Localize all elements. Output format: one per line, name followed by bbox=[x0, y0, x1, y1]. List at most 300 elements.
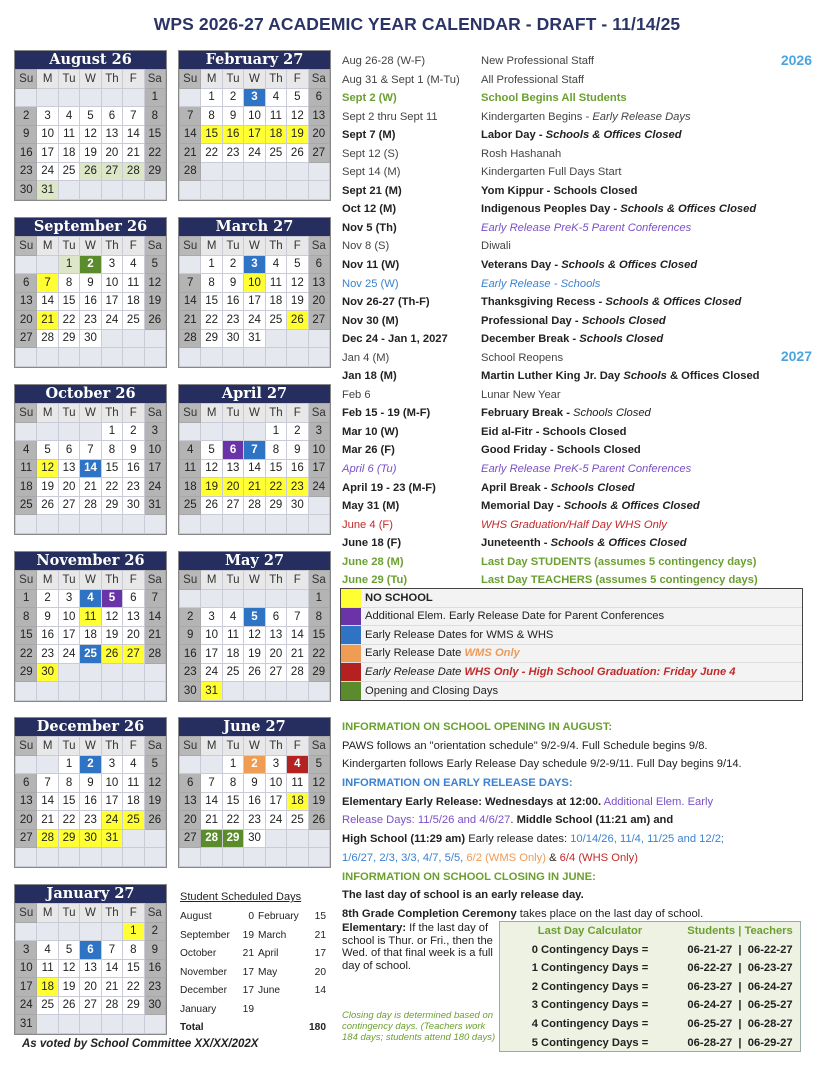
day-cell: 2 bbox=[123, 422, 144, 441]
event-row bbox=[342, 200, 812, 219]
day-cell: 18 bbox=[265, 125, 286, 144]
month-header: November 26 bbox=[15, 552, 166, 570]
day-cell: 25 bbox=[16, 496, 37, 515]
day-cell: 2 bbox=[222, 88, 243, 107]
day-cell: 22 bbox=[222, 811, 243, 830]
weekday-header: Su bbox=[180, 70, 201, 89]
day-cell: 13 bbox=[16, 292, 37, 311]
event-description: School Begins All Students bbox=[481, 92, 627, 105]
day-cell: 13 bbox=[80, 959, 101, 978]
empty-cell bbox=[222, 181, 243, 200]
empty-cell bbox=[308, 515, 329, 534]
day-cell: 27 bbox=[101, 162, 122, 181]
day-cell: 21 bbox=[80, 478, 101, 497]
day-cell: 29 bbox=[58, 329, 79, 348]
elementary-text: If the last day of school is Thur. or Fri., then the Wed. of that final week is a full day of school. bbox=[342, 922, 493, 972]
day-cell: 17 bbox=[244, 292, 265, 311]
weekday-header: F bbox=[287, 70, 308, 89]
weekday-header: Sa bbox=[308, 237, 329, 256]
legend-label: Early Release Date bbox=[365, 665, 465, 678]
day-cell: 27 bbox=[222, 496, 243, 515]
day-cell: 3 bbox=[265, 755, 286, 774]
legend-swatch bbox=[341, 663, 361, 681]
day-cell: 27 bbox=[308, 144, 329, 163]
day-cell: 21 bbox=[37, 311, 58, 330]
day-cell: 20 bbox=[16, 811, 37, 830]
empty-cell bbox=[80, 88, 101, 107]
day-cell: 10 bbox=[201, 626, 222, 645]
empty-cell bbox=[37, 422, 58, 441]
weekday-header: M bbox=[201, 404, 222, 423]
day-cell: 22 bbox=[308, 645, 329, 664]
day-cell: 8 bbox=[265, 441, 286, 460]
event-description: Rosh Hashanah bbox=[481, 147, 562, 160]
day-cell: 17 bbox=[201, 645, 222, 664]
day-cell: 13 bbox=[222, 459, 243, 478]
day-cell: 13 bbox=[101, 125, 122, 144]
calendar-apr27 bbox=[178, 384, 331, 535]
event-description: New Professional Staff bbox=[481, 55, 594, 67]
empty-cell bbox=[101, 181, 122, 200]
day-cell: 26 bbox=[144, 811, 165, 830]
day-cell: 12 bbox=[58, 959, 79, 978]
day-cell: 17 bbox=[37, 144, 58, 163]
day-cell: 8 bbox=[58, 774, 79, 793]
empty-cell bbox=[37, 515, 58, 534]
day-cell: 7 bbox=[144, 589, 165, 608]
additional-elem-text: Additional Elem. Early bbox=[601, 795, 714, 808]
day-cell: 10 bbox=[37, 125, 58, 144]
event-description: Memorial Day - Schools & Offices Closed bbox=[481, 500, 700, 513]
early-release-line-1 bbox=[342, 793, 812, 812]
weekday-header: F bbox=[123, 237, 144, 256]
weekday-header: M bbox=[37, 737, 58, 756]
day-cell: 28 bbox=[101, 996, 122, 1015]
empty-cell bbox=[37, 755, 58, 774]
day-cell: 30 bbox=[123, 496, 144, 515]
day-cell: 12 bbox=[244, 626, 265, 645]
day-cell: 29 bbox=[16, 663, 37, 682]
day-cell: 19 bbox=[201, 478, 222, 497]
month-header: August 26 bbox=[15, 51, 166, 69]
day-cell: 19 bbox=[308, 792, 329, 811]
event-row bbox=[342, 275, 812, 294]
event-row bbox=[342, 404, 812, 423]
legend-swatch bbox=[341, 589, 361, 607]
empty-cell bbox=[308, 848, 329, 867]
empty-cell bbox=[101, 329, 122, 348]
day-cell: 5 bbox=[201, 441, 222, 460]
event-date: Dec 24 - Jan 1, 2027 bbox=[342, 333, 448, 346]
day-cell: 19 bbox=[144, 292, 165, 311]
day-cell: 25 bbox=[80, 645, 101, 664]
event-description: December Break - Schools Closed bbox=[481, 333, 664, 346]
month-name: September bbox=[180, 929, 230, 941]
event-date: Feb 15 - 19 (M-F) bbox=[342, 407, 431, 420]
day-cell: 18 bbox=[16, 478, 37, 497]
day-cell: 30 bbox=[287, 496, 308, 515]
weekday-header: Tu bbox=[58, 70, 79, 89]
day-cell: 24 bbox=[58, 645, 79, 664]
legend-label: Opening and Closing Days bbox=[365, 684, 499, 697]
day-cell: 29 bbox=[101, 496, 122, 515]
voted-note: As voted by School Committee XX/XX/202X bbox=[22, 1038, 259, 1050]
empty-cell bbox=[101, 848, 122, 867]
elementary-label: Elementary: bbox=[342, 922, 407, 934]
event-row bbox=[342, 441, 812, 460]
day-cell: 9 bbox=[37, 608, 58, 627]
day-cell: 18 bbox=[123, 292, 144, 311]
day-cell: 3 bbox=[244, 88, 265, 107]
event-date: Sept 7 (M) bbox=[342, 129, 396, 142]
day-count: 15 bbox=[314, 911, 326, 922]
day-cell: 16 bbox=[222, 125, 243, 144]
month-header: January 27 bbox=[15, 885, 166, 903]
event-date: Feb 6 bbox=[342, 388, 371, 401]
legend-swatch bbox=[341, 682, 361, 701]
day-cell: 5 bbox=[80, 107, 101, 126]
event-row bbox=[342, 423, 812, 442]
contingency-label: 1 Contingency Days = bbox=[531, 962, 649, 975]
day-cell: 8 bbox=[16, 608, 37, 627]
weekday-header: F bbox=[123, 70, 144, 89]
day-cell: 4 bbox=[265, 255, 286, 274]
empty-cell bbox=[308, 162, 329, 181]
day-cell: 28 bbox=[244, 496, 265, 515]
early-release-line-2 bbox=[342, 811, 812, 830]
empty-cell bbox=[180, 422, 201, 441]
calendar-oct26 bbox=[14, 384, 167, 535]
empty-cell bbox=[80, 1015, 101, 1034]
empty-cell bbox=[123, 348, 144, 367]
legend-label: Early Release Dates for WMS & WHS bbox=[365, 628, 554, 641]
weekday-header: F bbox=[123, 404, 144, 423]
empty-cell bbox=[222, 682, 243, 701]
day-cell: 27 bbox=[58, 496, 79, 515]
ampersand: & bbox=[545, 851, 560, 864]
event-date: Sept 14 (M) bbox=[342, 166, 401, 179]
contingency-label: 4 Contingency Days = bbox=[531, 1017, 649, 1030]
day-cell: 16 bbox=[287, 459, 308, 478]
day-cell: 3 bbox=[58, 589, 79, 608]
empty-cell bbox=[308, 181, 329, 200]
event-row bbox=[342, 182, 812, 201]
empty-cell bbox=[244, 348, 265, 367]
day-cell: 21 bbox=[244, 478, 265, 497]
student-scheduled-days bbox=[180, 891, 330, 1038]
day-cell: 27 bbox=[16, 829, 37, 848]
events-list bbox=[342, 52, 812, 590]
day-cell: 12 bbox=[287, 274, 308, 293]
day-cell: 4 bbox=[123, 255, 144, 274]
day-cell: 26 bbox=[101, 645, 122, 664]
day-cell: 9 bbox=[16, 125, 37, 144]
weekday-header: Su bbox=[180, 237, 201, 256]
empty-cell bbox=[265, 329, 286, 348]
empty-cell bbox=[58, 663, 79, 682]
page-title: WPS 2026-27 ACADEMIC YEAR CALENDAR - DRAFT - 11/14/25 bbox=[153, 14, 681, 34]
weekday-header: Sa bbox=[144, 404, 165, 423]
empty-cell bbox=[80, 422, 101, 441]
day-cell: 14 bbox=[37, 792, 58, 811]
weekday-header: W bbox=[80, 404, 101, 423]
event-description: Early Release PreK-5 Parent Conferences bbox=[481, 463, 692, 476]
month-name: February bbox=[258, 911, 299, 922]
calculator-columns: Students | Teachers bbox=[687, 925, 793, 937]
early-release-dates-label: Early release dates: bbox=[465, 833, 571, 846]
empty-cell bbox=[101, 663, 122, 682]
day-cell: 30 bbox=[244, 829, 265, 848]
day-cell: 25 bbox=[37, 996, 58, 1015]
day-cell: 13 bbox=[123, 608, 144, 627]
event-date: Sept 2 thru Sept 11 bbox=[342, 110, 438, 123]
day-cell: 23 bbox=[16, 162, 37, 181]
year-label-2026: 2026 bbox=[780, 52, 812, 68]
empty-cell bbox=[201, 848, 222, 867]
day-cell: 10 bbox=[16, 959, 37, 978]
day-cell: 26 bbox=[80, 162, 101, 181]
month-header: May 27 bbox=[179, 552, 330, 570]
event-description: Early Release PreK-5 Parent Conferences bbox=[481, 221, 692, 234]
empty-cell bbox=[222, 848, 243, 867]
day-cell: 28 bbox=[37, 329, 58, 348]
day-cell: 4 bbox=[16, 441, 37, 460]
empty-cell bbox=[201, 422, 222, 441]
day-cell: 7 bbox=[123, 107, 144, 126]
empty-cell bbox=[244, 181, 265, 200]
day-cell: 3 bbox=[16, 941, 37, 960]
empty-cell bbox=[123, 682, 144, 701]
day-cell: 8 bbox=[201, 274, 222, 293]
event-date: Mar 10 (W) bbox=[342, 425, 399, 438]
day-cell: 22 bbox=[201, 311, 222, 330]
day-cell: 28 bbox=[180, 329, 201, 348]
empty-cell bbox=[144, 682, 165, 701]
day-cell: 19 bbox=[244, 645, 265, 664]
day-cell: 14 bbox=[244, 459, 265, 478]
whs-only-date: 6/4 (WHS Only) bbox=[559, 851, 638, 864]
event-description: Martin Luther King Jr. Day Schools & Offices Closed bbox=[481, 370, 760, 383]
day-cell: 15 bbox=[123, 959, 144, 978]
empty-cell bbox=[80, 663, 101, 682]
weekday-header: Th bbox=[265, 237, 286, 256]
day-cell: 8 bbox=[222, 774, 243, 793]
event-row bbox=[342, 516, 812, 535]
day-cell: 17 bbox=[101, 292, 122, 311]
empty-cell bbox=[265, 181, 286, 200]
event-row bbox=[342, 349, 812, 368]
event-description: Last Day STUDENTS (assumes 5 contingency days) bbox=[481, 555, 757, 568]
empty-cell bbox=[16, 515, 37, 534]
day-cell: 1 bbox=[308, 589, 329, 608]
empty-cell bbox=[144, 848, 165, 867]
calculator-row bbox=[500, 978, 800, 997]
day-cell: 4 bbox=[123, 755, 144, 774]
day-cell: 22 bbox=[101, 478, 122, 497]
day-cell: 24 bbox=[265, 811, 286, 830]
day-cell: 5 bbox=[244, 608, 265, 627]
day-cell: 9 bbox=[180, 626, 201, 645]
month-name: May bbox=[258, 966, 278, 978]
day-cell: 20 bbox=[16, 311, 37, 330]
month-name: June bbox=[258, 985, 281, 996]
last-day-calculator bbox=[499, 921, 801, 1052]
day-cell: 6 bbox=[308, 255, 329, 274]
day-cell: 25 bbox=[265, 144, 286, 163]
event-date: Nov 11 (W) bbox=[342, 259, 400, 272]
day-cell: 2 bbox=[80, 755, 101, 774]
day-cell: 7 bbox=[180, 274, 201, 293]
day-cell: 8 bbox=[58, 274, 79, 293]
weekday-header: Su bbox=[16, 404, 37, 423]
contingency-dates: 06-21-27 | 06-22-27 bbox=[687, 943, 793, 956]
empty-cell bbox=[265, 682, 286, 701]
day-cell: 29 bbox=[265, 496, 286, 515]
day-cell: 15 bbox=[201, 292, 222, 311]
event-description: Yom Kippur - Schools Closed bbox=[481, 184, 638, 197]
empty-cell bbox=[287, 329, 308, 348]
day-count: 19 bbox=[242, 1003, 254, 1015]
day-cell: 3 bbox=[101, 255, 122, 274]
empty-cell bbox=[37, 255, 58, 274]
day-cell: 23 bbox=[287, 478, 308, 497]
day-cell: 12 bbox=[144, 774, 165, 793]
day-cell: 9 bbox=[80, 774, 101, 793]
empty-cell bbox=[101, 515, 122, 534]
day-cell: 13 bbox=[265, 626, 286, 645]
empty-cell bbox=[37, 1015, 58, 1034]
day-cell: 13 bbox=[308, 274, 329, 293]
weekday-header: Tu bbox=[58, 571, 79, 590]
day-cell: 23 bbox=[180, 663, 201, 682]
calculator-row bbox=[500, 941, 800, 960]
day-cell: 5 bbox=[101, 589, 122, 608]
day-cell: 29 bbox=[58, 829, 79, 848]
month-header: October 26 bbox=[15, 385, 166, 403]
empty-cell bbox=[58, 1015, 79, 1034]
day-cell: 29 bbox=[144, 162, 165, 181]
day-cell: 26 bbox=[144, 311, 165, 330]
empty-cell bbox=[180, 181, 201, 200]
empty-cell bbox=[123, 848, 144, 867]
month-header: April 27 bbox=[179, 385, 330, 403]
day-cell: 29 bbox=[222, 829, 243, 848]
weekday-header: M bbox=[37, 70, 58, 89]
scheduled-days-total bbox=[180, 1019, 330, 1038]
empty-cell bbox=[287, 829, 308, 848]
weekday-header: F bbox=[287, 737, 308, 756]
opening-header: INFORMATION ON SCHOOL OPENING IN AUGUST: bbox=[342, 721, 613, 733]
day-cell: 27 bbox=[80, 996, 101, 1015]
month-name bbox=[258, 1001, 306, 1020]
empty-cell bbox=[201, 162, 222, 181]
calendar-may27 bbox=[178, 551, 331, 702]
calculator-row bbox=[500, 959, 800, 978]
day-count: 17 bbox=[242, 985, 254, 996]
empty-cell bbox=[308, 348, 329, 367]
month-name: March bbox=[258, 929, 287, 941]
day-cell: 11 bbox=[287, 774, 308, 793]
day-cell: 1 bbox=[222, 755, 243, 774]
separator: . bbox=[510, 814, 517, 827]
weekday-header: Th bbox=[265, 404, 286, 423]
scheduled-days-row bbox=[180, 1001, 330, 1020]
weekday-header: Tu bbox=[58, 737, 79, 756]
day-cell: 9 bbox=[123, 441, 144, 460]
day-cell: 18 bbox=[180, 478, 201, 497]
weekday-header: M bbox=[37, 237, 58, 256]
day-count: 21 bbox=[314, 929, 326, 941]
weekday-header: W bbox=[244, 237, 265, 256]
day-cell: 18 bbox=[222, 645, 243, 664]
day-cell: 6 bbox=[123, 589, 144, 608]
empty-cell bbox=[58, 88, 79, 107]
weekday-header: Sa bbox=[308, 70, 329, 89]
day-cell: 30 bbox=[180, 682, 201, 701]
empty-cell bbox=[101, 348, 122, 367]
weekday-header: Sa bbox=[144, 571, 165, 590]
calendar-aug26 bbox=[14, 50, 167, 201]
empty-cell bbox=[222, 589, 243, 608]
empty-cell bbox=[80, 848, 101, 867]
day-cell: 14 bbox=[201, 792, 222, 811]
day-cell: 14 bbox=[37, 292, 58, 311]
day-cell: 1 bbox=[201, 255, 222, 274]
weekday-header: M bbox=[37, 904, 58, 923]
empty-cell bbox=[244, 515, 265, 534]
day-cell: 22 bbox=[58, 311, 79, 330]
event-date: June 28 (M) bbox=[342, 555, 404, 568]
weekday-header: F bbox=[287, 571, 308, 590]
empty-cell bbox=[222, 162, 243, 181]
empty-cell bbox=[308, 329, 329, 348]
empty-cell bbox=[16, 255, 37, 274]
opening-line-1: PAWS follows an "orientation schedule" 9/2-9/4. Full Schedule begins 9/8. bbox=[342, 739, 708, 752]
day-cell: 24 bbox=[101, 311, 122, 330]
weekday-header: W bbox=[244, 571, 265, 590]
day-cell: 24 bbox=[244, 144, 265, 163]
empty-cell bbox=[37, 88, 58, 107]
event-row bbox=[342, 52, 812, 71]
day-cell: 20 bbox=[308, 292, 329, 311]
event-row bbox=[342, 219, 812, 238]
day-cell: 24 bbox=[144, 478, 165, 497]
opening-line-2: Kindergarten follows Early Release Day schedule 9/2-9/11. Full Day begins 9/14. bbox=[342, 758, 742, 771]
event-description: Eid al-Fitr - Schools Closed bbox=[481, 425, 627, 438]
weekday-header: Sa bbox=[144, 237, 165, 256]
weekday-header: W bbox=[80, 237, 101, 256]
day-cell: 21 bbox=[37, 811, 58, 830]
day-cell: 3 bbox=[144, 422, 165, 441]
day-cell: 13 bbox=[180, 792, 201, 811]
empty-cell bbox=[180, 515, 201, 534]
empty-cell bbox=[37, 922, 58, 941]
day-cell: 15 bbox=[201, 125, 222, 144]
day-cell: 6 bbox=[308, 88, 329, 107]
day-cell: 21 bbox=[287, 645, 308, 664]
weekday-header: M bbox=[201, 70, 222, 89]
day-cell: 21 bbox=[144, 626, 165, 645]
empty-cell bbox=[58, 922, 79, 941]
event-row bbox=[342, 460, 812, 479]
day-cell: 29 bbox=[308, 663, 329, 682]
day-cell: 16 bbox=[37, 626, 58, 645]
day-cell: 26 bbox=[201, 496, 222, 515]
empty-cell bbox=[144, 181, 165, 200]
day-cell: 2 bbox=[287, 422, 308, 441]
empty-cell bbox=[123, 515, 144, 534]
day-cell: 1 bbox=[101, 422, 122, 441]
